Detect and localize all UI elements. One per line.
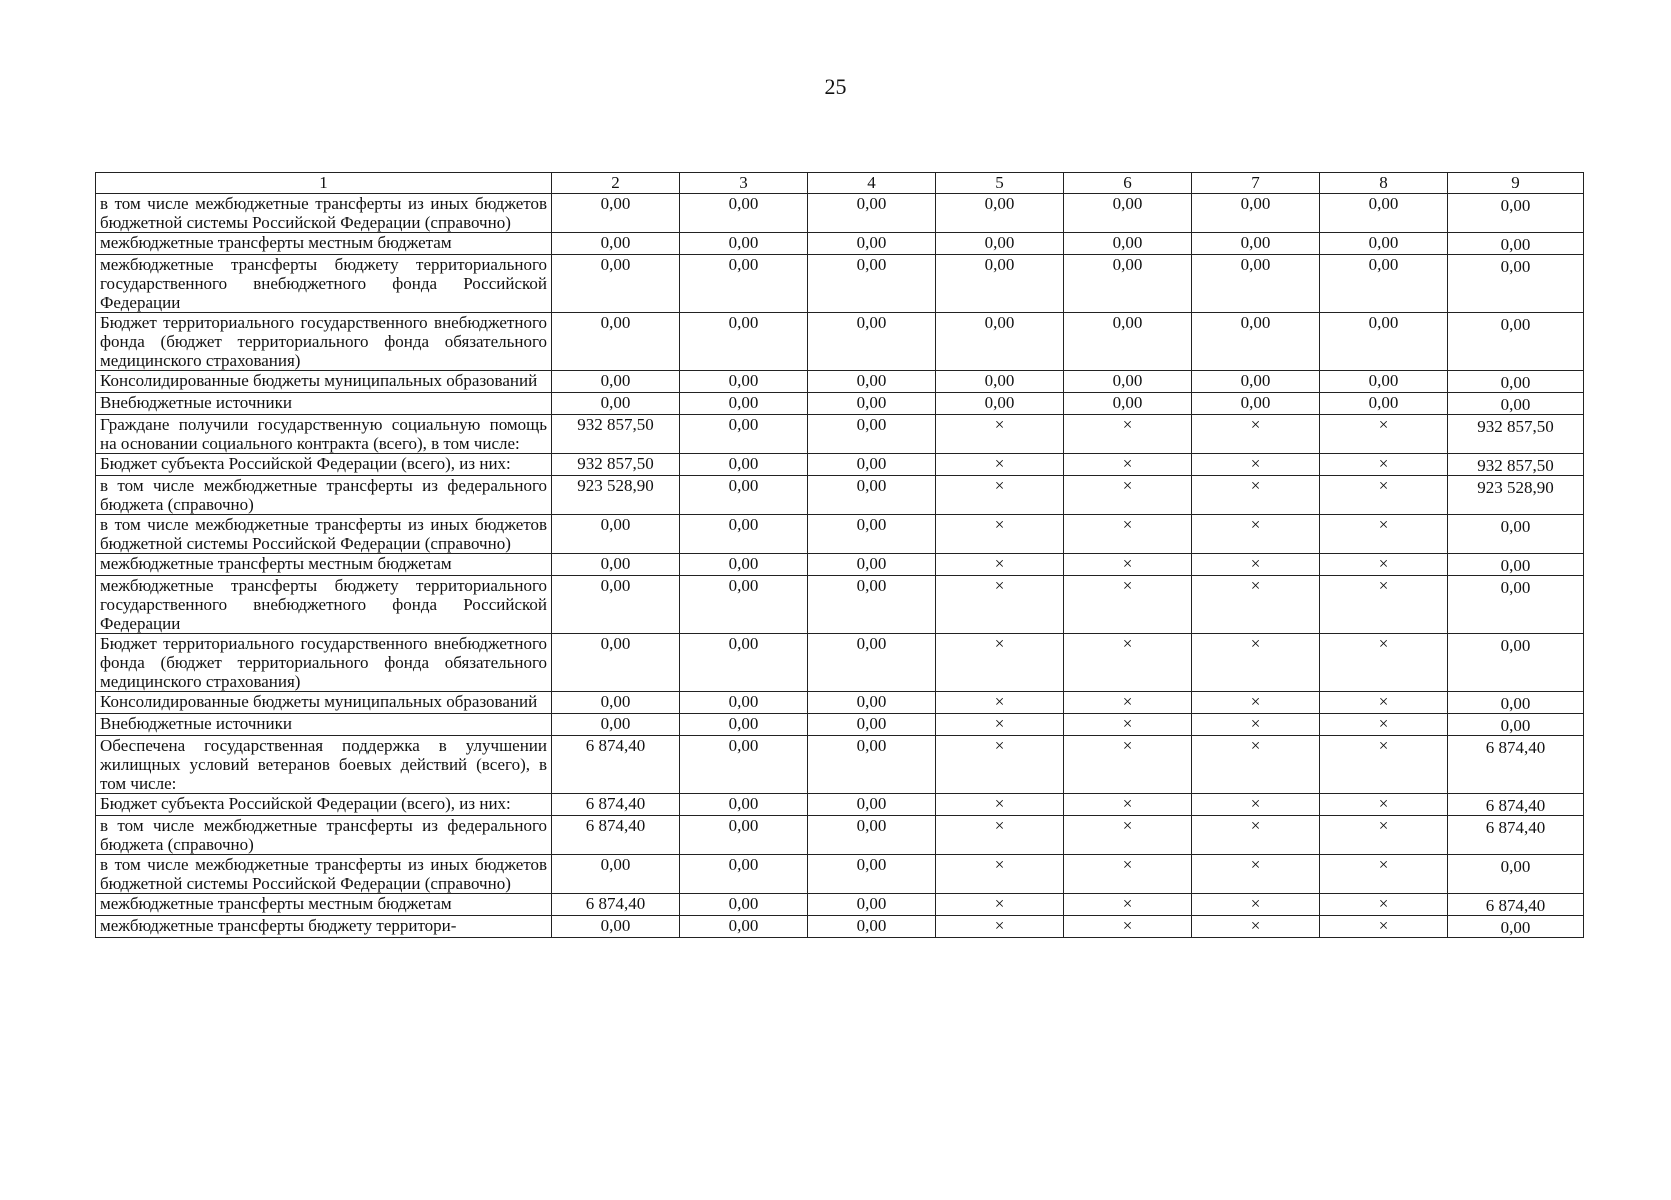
table-cell: × bbox=[1320, 576, 1448, 634]
table-cell: × bbox=[1192, 855, 1320, 894]
table-cell: 0,00 bbox=[552, 916, 680, 938]
header-row bbox=[96, 173, 1584, 194]
table-cell: 0,00 bbox=[1192, 313, 1320, 371]
table-cell: 0,00 bbox=[1064, 194, 1192, 233]
table-cell: × bbox=[1192, 576, 1320, 634]
table-cell: × bbox=[936, 515, 1064, 554]
row-label: межбюджетные трансферты бюджету территори- bbox=[96, 916, 552, 938]
budget-table bbox=[95, 172, 1584, 938]
row-label: межбюджетные трансферты бюджету территориального государственного внебюджетного фонда Российской Федерации bbox=[96, 576, 552, 634]
table-cell: × bbox=[1320, 454, 1448, 476]
table-cell: 0,00 bbox=[808, 916, 936, 938]
table-cell: 0,00 bbox=[552, 634, 680, 692]
table-row bbox=[96, 515, 1584, 554]
table-cell: 0,00 bbox=[680, 515, 808, 554]
table-cell: 932 857,50 bbox=[1448, 415, 1584, 454]
table-row bbox=[96, 736, 1584, 794]
table-cell: × bbox=[1320, 894, 1448, 916]
column-header: 2 bbox=[552, 173, 680, 194]
table-cell: 0,00 bbox=[1448, 554, 1584, 576]
row-label: Консолидированные бюджеты муниципальных образований bbox=[96, 371, 552, 393]
table-cell: 0,00 bbox=[1448, 313, 1584, 371]
table-cell: 0,00 bbox=[1448, 393, 1584, 415]
column-header: 1 bbox=[96, 173, 552, 194]
table-cell: 0,00 bbox=[1064, 233, 1192, 255]
table-cell: 0,00 bbox=[1448, 255, 1584, 313]
table-cell: × bbox=[1192, 916, 1320, 938]
table-row bbox=[96, 476, 1584, 515]
table-cell: × bbox=[936, 794, 1064, 816]
table-cell: × bbox=[1064, 454, 1192, 476]
table-cell: × bbox=[1192, 816, 1320, 855]
row-label: Граждане получили государственную социальную помощь на основании социального контракта (всего), в том числе: bbox=[96, 415, 552, 454]
table-cell: × bbox=[1192, 476, 1320, 515]
table-cell: 0,00 bbox=[808, 454, 936, 476]
table-cell: × bbox=[1064, 816, 1192, 855]
table-cell: 6 874,40 bbox=[1448, 894, 1584, 916]
row-label: Обеспечена государственная поддержка в улучшении жилищных условий ветеранов боевых действий (всего), в том числе: bbox=[96, 736, 552, 794]
table-cell: 0,00 bbox=[680, 476, 808, 515]
table-cell: 0,00 bbox=[552, 576, 680, 634]
table-cell: 0,00 bbox=[680, 415, 808, 454]
table-cell: 0,00 bbox=[1448, 855, 1584, 894]
table-cell: × bbox=[1192, 794, 1320, 816]
table-cell: × bbox=[936, 554, 1064, 576]
table-cell: 0,00 bbox=[808, 371, 936, 393]
table-cell: 932 857,50 bbox=[552, 454, 680, 476]
table-cell: × bbox=[1064, 794, 1192, 816]
table-cell: 0,00 bbox=[552, 255, 680, 313]
table-cell: 0,00 bbox=[680, 894, 808, 916]
table-cell: 0,00 bbox=[680, 371, 808, 393]
table-cell: × bbox=[1320, 554, 1448, 576]
row-label: Бюджет территориального государственного внебюджетного фонда (бюджет территориального фонда обязательного медицинского страхования) bbox=[96, 634, 552, 692]
table-cell: × bbox=[1192, 515, 1320, 554]
table-cell: 0,00 bbox=[808, 255, 936, 313]
table-cell: × bbox=[1320, 415, 1448, 454]
table-cell: 0,00 bbox=[1192, 255, 1320, 313]
page-number: 25 bbox=[824, 74, 847, 99]
table-row bbox=[96, 255, 1584, 313]
table-cell: 932 857,50 bbox=[1448, 454, 1584, 476]
table-cell: 923 528,90 bbox=[1448, 476, 1584, 515]
table-cell: 0,00 bbox=[552, 515, 680, 554]
table-cell: 0,00 bbox=[680, 576, 808, 634]
table-cell: × bbox=[1064, 554, 1192, 576]
table-cell: × bbox=[1064, 894, 1192, 916]
table-cell: 0,00 bbox=[1320, 255, 1448, 313]
table-cell: 0,00 bbox=[680, 916, 808, 938]
table-cell: × bbox=[1320, 634, 1448, 692]
table-cell: 0,00 bbox=[808, 515, 936, 554]
table-cell: 0,00 bbox=[1064, 371, 1192, 393]
table-cell: 0,00 bbox=[808, 233, 936, 255]
table-cell: 0,00 bbox=[680, 736, 808, 794]
table-cell: 0,00 bbox=[936, 194, 1064, 233]
column-header: 3 bbox=[680, 173, 808, 194]
table-cell: 0,00 bbox=[1448, 714, 1584, 736]
table-cell: 0,00 bbox=[552, 692, 680, 714]
table-row bbox=[96, 454, 1584, 476]
row-label: в том числе межбюджетные трансферты из иных бюджетов бюджетной системы Российской Федерации (справочно) bbox=[96, 855, 552, 894]
row-label: в том числе межбюджетные трансферты из федерального бюджета (справочно) bbox=[96, 816, 552, 855]
table-row bbox=[96, 194, 1584, 233]
row-label: межбюджетные трансферты местным бюджетам bbox=[96, 233, 552, 255]
table-cell: 0,00 bbox=[808, 855, 936, 894]
table-cell: × bbox=[1320, 515, 1448, 554]
table-cell: 0,00 bbox=[552, 554, 680, 576]
table-row bbox=[96, 714, 1584, 736]
table-cell: 923 528,90 bbox=[552, 476, 680, 515]
table-cell: × bbox=[1192, 714, 1320, 736]
table-row bbox=[96, 634, 1584, 692]
table-cell: 6 874,40 bbox=[1448, 816, 1584, 855]
table-cell: 0,00 bbox=[1320, 194, 1448, 233]
table-cell: × bbox=[1064, 415, 1192, 454]
table-cell: × bbox=[1320, 714, 1448, 736]
table-cell: 0,00 bbox=[1320, 393, 1448, 415]
table-cell: 0,00 bbox=[680, 233, 808, 255]
table-cell: 0,00 bbox=[1448, 692, 1584, 714]
table-cell: 0,00 bbox=[808, 415, 936, 454]
table-cell: × bbox=[936, 894, 1064, 916]
table-cell: × bbox=[1192, 634, 1320, 692]
table-cell: × bbox=[1192, 692, 1320, 714]
table-cell: 0,00 bbox=[808, 634, 936, 692]
table-cell: 0,00 bbox=[936, 255, 1064, 313]
table-cell: × bbox=[936, 816, 1064, 855]
table-cell: 0,00 bbox=[1064, 255, 1192, 313]
table-cell: × bbox=[936, 855, 1064, 894]
table-cell: × bbox=[1192, 454, 1320, 476]
table-cell: 0,00 bbox=[808, 816, 936, 855]
table-cell: × bbox=[1320, 816, 1448, 855]
table-cell: 0,00 bbox=[1448, 233, 1584, 255]
table-cell: 0,00 bbox=[808, 554, 936, 576]
column-header: 8 bbox=[1320, 173, 1448, 194]
table-row bbox=[96, 692, 1584, 714]
table-cell: 0,00 bbox=[808, 692, 936, 714]
table-cell: 0,00 bbox=[1448, 916, 1584, 938]
table-row bbox=[96, 576, 1584, 634]
table-cell: 0,00 bbox=[680, 393, 808, 415]
table-cell: × bbox=[1064, 916, 1192, 938]
table-cell: 0,00 bbox=[1320, 313, 1448, 371]
row-label: межбюджетные трансферты местным бюджетам bbox=[96, 554, 552, 576]
table-cell: × bbox=[1320, 476, 1448, 515]
table-cell: 0,00 bbox=[1064, 393, 1192, 415]
table-cell: 0,00 bbox=[808, 736, 936, 794]
table-row bbox=[96, 233, 1584, 255]
table-cell: × bbox=[1064, 576, 1192, 634]
table-row bbox=[96, 916, 1584, 938]
table-cell: × bbox=[1192, 894, 1320, 916]
table-cell: × bbox=[1320, 855, 1448, 894]
table-cell: 0,00 bbox=[1448, 371, 1584, 393]
table-cell: 0,00 bbox=[808, 194, 936, 233]
table-row bbox=[96, 371, 1584, 393]
table-cell: 0,00 bbox=[680, 194, 808, 233]
table-cell: × bbox=[936, 415, 1064, 454]
table-cell: 0,00 bbox=[936, 233, 1064, 255]
table-row bbox=[96, 393, 1584, 415]
table-cell: × bbox=[936, 576, 1064, 634]
table-cell: 0,00 bbox=[1192, 371, 1320, 393]
column-header: 5 bbox=[936, 173, 1064, 194]
table-cell: 0,00 bbox=[680, 855, 808, 894]
row-label: Внебюджетные источники bbox=[96, 714, 552, 736]
table-cell: 0,00 bbox=[808, 313, 936, 371]
column-header: 4 bbox=[808, 173, 936, 194]
table-cell: × bbox=[1064, 855, 1192, 894]
table-cell: 0,00 bbox=[1448, 194, 1584, 233]
table-cell: 6 874,40 bbox=[552, 816, 680, 855]
table-cell: 0,00 bbox=[808, 576, 936, 634]
table-cell: × bbox=[1064, 515, 1192, 554]
table-cell: × bbox=[1192, 554, 1320, 576]
row-label: Бюджет субъекта Российской Федерации (всего), из них: bbox=[96, 454, 552, 476]
table-cell: 6 874,40 bbox=[1448, 736, 1584, 794]
row-label: Консолидированные бюджеты муниципальных образований bbox=[96, 692, 552, 714]
table-cell: × bbox=[1320, 916, 1448, 938]
table-cell: × bbox=[1064, 714, 1192, 736]
table-cell: × bbox=[936, 714, 1064, 736]
table-row bbox=[96, 554, 1584, 576]
table-cell: 0,00 bbox=[1192, 194, 1320, 233]
table-cell: 6 874,40 bbox=[1448, 794, 1584, 816]
table-cell: 0,00 bbox=[680, 554, 808, 576]
table-cell: 0,00 bbox=[1192, 233, 1320, 255]
row-label: в том числе межбюджетные трансферты из иных бюджетов бюджетной системы Российской Федерации (справочно) bbox=[96, 515, 552, 554]
table-cell: 0,00 bbox=[808, 794, 936, 816]
table-cell: 0,00 bbox=[680, 816, 808, 855]
table-cell: 0,00 bbox=[1320, 233, 1448, 255]
table-cell: 0,00 bbox=[1448, 576, 1584, 634]
row-label: Бюджет субъекта Российской Федерации (всего), из них: bbox=[96, 794, 552, 816]
table-row bbox=[96, 855, 1584, 894]
table-cell: 0,00 bbox=[680, 692, 808, 714]
table-cell: 0,00 bbox=[552, 233, 680, 255]
table-cell: 0,00 bbox=[808, 476, 936, 515]
table-cell: × bbox=[1064, 692, 1192, 714]
table-cell: 0,00 bbox=[936, 371, 1064, 393]
table-row bbox=[96, 816, 1584, 855]
table-cell: 0,00 bbox=[680, 714, 808, 736]
column-header: 9 bbox=[1448, 173, 1584, 194]
table-cell: × bbox=[936, 692, 1064, 714]
table-cell: 0,00 bbox=[552, 313, 680, 371]
row-label: межбюджетные трансферты бюджету территориального государственного внебюджетного фонда Российской Федерации bbox=[96, 255, 552, 313]
table-cell: × bbox=[936, 634, 1064, 692]
table-cell: 932 857,50 bbox=[552, 415, 680, 454]
table-cell: 6 874,40 bbox=[552, 894, 680, 916]
table-cell: × bbox=[1064, 476, 1192, 515]
table-cell: × bbox=[1320, 736, 1448, 794]
table-cell: × bbox=[1192, 736, 1320, 794]
table-cell: 0,00 bbox=[808, 714, 936, 736]
table-cell: × bbox=[936, 454, 1064, 476]
table-cell: 6 874,40 bbox=[552, 794, 680, 816]
table-cell: 0,00 bbox=[808, 393, 936, 415]
table-row bbox=[96, 313, 1584, 371]
table-cell: × bbox=[1064, 634, 1192, 692]
table-cell: 0,00 bbox=[1064, 313, 1192, 371]
table-cell: 0,00 bbox=[808, 894, 936, 916]
table-cell: 0,00 bbox=[552, 855, 680, 894]
table-cell: 0,00 bbox=[552, 714, 680, 736]
table-cell: 0,00 bbox=[552, 393, 680, 415]
row-label: Внебюджетные источники bbox=[96, 393, 552, 415]
table-cell: 6 874,40 bbox=[552, 736, 680, 794]
table-cell: 0,00 bbox=[1320, 371, 1448, 393]
table-cell: 0,00 bbox=[552, 371, 680, 393]
table-cell: 0,00 bbox=[1448, 634, 1584, 692]
table-cell: × bbox=[1064, 736, 1192, 794]
table-cell: 0,00 bbox=[1192, 393, 1320, 415]
table-cell: 0,00 bbox=[936, 393, 1064, 415]
table-cell: × bbox=[1320, 794, 1448, 816]
table-cell: 0,00 bbox=[680, 454, 808, 476]
table-cell: 0,00 bbox=[680, 255, 808, 313]
column-header: 6 bbox=[1064, 173, 1192, 194]
table-cell: × bbox=[1320, 692, 1448, 714]
table-cell: 0,00 bbox=[552, 194, 680, 233]
table-cell: × bbox=[936, 736, 1064, 794]
column-header: 7 bbox=[1192, 173, 1320, 194]
table-cell: × bbox=[1192, 415, 1320, 454]
table-cell: 0,00 bbox=[936, 313, 1064, 371]
row-label: в том числе межбюджетные трансферты из иных бюджетов бюджетной системы Российской Федерации (справочно) bbox=[96, 194, 552, 233]
table-cell: × bbox=[936, 916, 1064, 938]
row-label: в том числе межбюджетные трансферты из федерального бюджета (справочно) bbox=[96, 476, 552, 515]
table-row bbox=[96, 894, 1584, 916]
table-row bbox=[96, 794, 1584, 816]
row-label: межбюджетные трансферты местным бюджетам bbox=[96, 894, 552, 916]
table-row bbox=[96, 415, 1584, 454]
table-cell: 0,00 bbox=[1448, 515, 1584, 554]
table-cell: 0,00 bbox=[680, 634, 808, 692]
table-cell: × bbox=[936, 476, 1064, 515]
table-cell: 0,00 bbox=[680, 794, 808, 816]
table-cell: 0,00 bbox=[680, 313, 808, 371]
row-label: Бюджет территориального государственного внебюджетного фонда (бюджет территориального фонда обязательного медицинского страхования) bbox=[96, 313, 552, 371]
